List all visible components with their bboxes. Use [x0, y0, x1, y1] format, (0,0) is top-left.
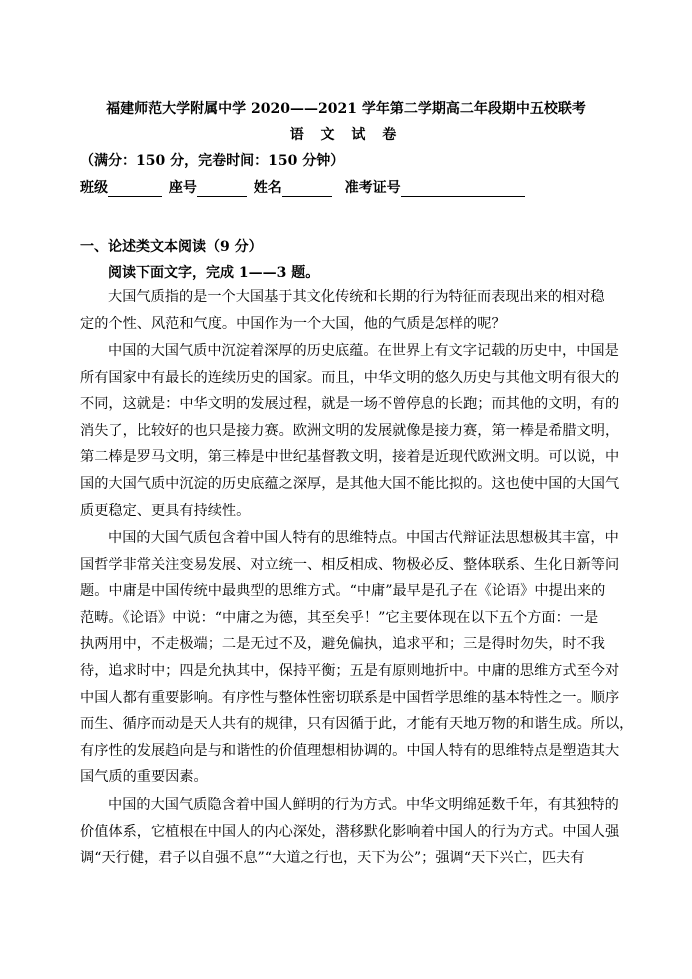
class-label: 班级 [80, 180, 108, 196]
name-label: 姓名 [253, 180, 282, 196]
text-line: 国哲学非常关注变易发展、对立统一、相反相成、物极必反、整体联系、生化日新等问 [80, 556, 620, 573]
paragraph-1 [80, 284, 614, 337]
paragraph-4 [80, 792, 620, 872]
student-info-fields [80, 177, 527, 197]
class-blank[interactable] [108, 182, 162, 197]
paragraph-3 [80, 525, 634, 791]
section-instruction: 阅读下面文字，完成 1——3 题。 [108, 265, 320, 281]
text-line: 而生、循序而动是天人共有的规律，只有因循于此，才能有天地万物的和谐生成。所以， [80, 716, 634, 733]
text-line: 定的个性、风范和气度。中国作为一个大国，他的气质是怎样的呢？ [80, 315, 506, 332]
text-line: 不同，这就是：中华文明的发展过程，就是一场不曾停息的长跑；而其他的文明，有的 [80, 396, 620, 413]
text-line: 题。中庸是中国传统中最典型的思维方式。“中庸”最早是孔子在《论语》中提出来的 [80, 583, 606, 600]
name-blank[interactable] [282, 182, 332, 197]
text-line: 有序性的发展趋向是与和谐性的价值理想相协调的。中国人特有的思维特点是塑造其大 [80, 742, 620, 759]
text-line: 国的大国气质中沉淀的历史底蕴之深厚，是其他大国不能比拟的。这也使中国的大国气 [80, 475, 620, 492]
text-line: 调“天行健，君子以自强不息”“大道之行也，天下为公”；强调“天下兴亡，匹夫有 [80, 850, 585, 867]
exam-title: 福建师范大学附属中学 2020——2021 学年第二学期高二年段期中五校联考 [106, 101, 586, 117]
exam-subtitle: 语 文 试 卷 [289, 127, 403, 143]
section-title: 一、论述类文本阅读（9 分） [80, 239, 263, 255]
text-line: 价值体系，它植根在中国人的内心深处，潜移默化影响着中国人的行为方式。中国人强 [80, 823, 620, 840]
text-line: 范畴。《论语》中说：“中庸之为德，其至矣乎！”它主要体现在以下五个方面：一是 [80, 609, 599, 626]
text-line: 中国的大国气质包含着中国人特有的思维特点。中国古代辩证法思想极其丰富，中 [108, 530, 619, 546]
exam-id-blank[interactable] [401, 182, 525, 197]
text-line: 中国的大国气质中沉淀着深厚的历史底蕴。在世界上有文字记载的历史中，中国是 [108, 343, 619, 359]
text-line: 第二棒是罗马文明，第三棒是中世纪基督教文明，接着是近现代欧洲文明。可以说，中 [80, 449, 620, 466]
text-line: 中国的大国气质隐含着中国人鲜明的行为方式。中华文明绵延数千年，有其独特的 [108, 797, 619, 813]
text-line: 执两用中，不走极端；二是无过不及，避免偏执，追求平和；三是得时勿失，时不我 [80, 636, 605, 653]
text-line: 质更稳定、更具有持续性。 [80, 502, 251, 519]
text-line: 中国人都有重要影响。有序性与整体性密切联系是中国哲学思维的基本特性之一。顺序 [80, 689, 620, 706]
text-line: 所有国家中有最长的连续历史的国家。而且，中华文明的悠久历史与其他文明有很大的 [80, 369, 620, 386]
seat-blank[interactable] [197, 182, 247, 197]
text-line: 大国气质指的是一个大国基于其文化传统和长期的行为特征而表现出来的相对稳 [108, 289, 605, 305]
score-info: （满分：150 分，完卷时间：150 分钟） [80, 153, 345, 169]
seat-label: 座号 [168, 180, 197, 196]
exam-id-label: 准考证号 [344, 180, 401, 196]
paragraph-2 [80, 338, 620, 524]
text-line: 国气质的重要因素。 [80, 769, 208, 786]
text-line: 消失了，比较好的也只是接力赛。欧洲文明的发展就像是接力赛，第一棒是希腊文明， [80, 422, 620, 439]
text-line: 待，追求时中；四是允执其中，保持平衡；五是有原则地折中。中庸的思维方式至今对 [80, 662, 620, 679]
